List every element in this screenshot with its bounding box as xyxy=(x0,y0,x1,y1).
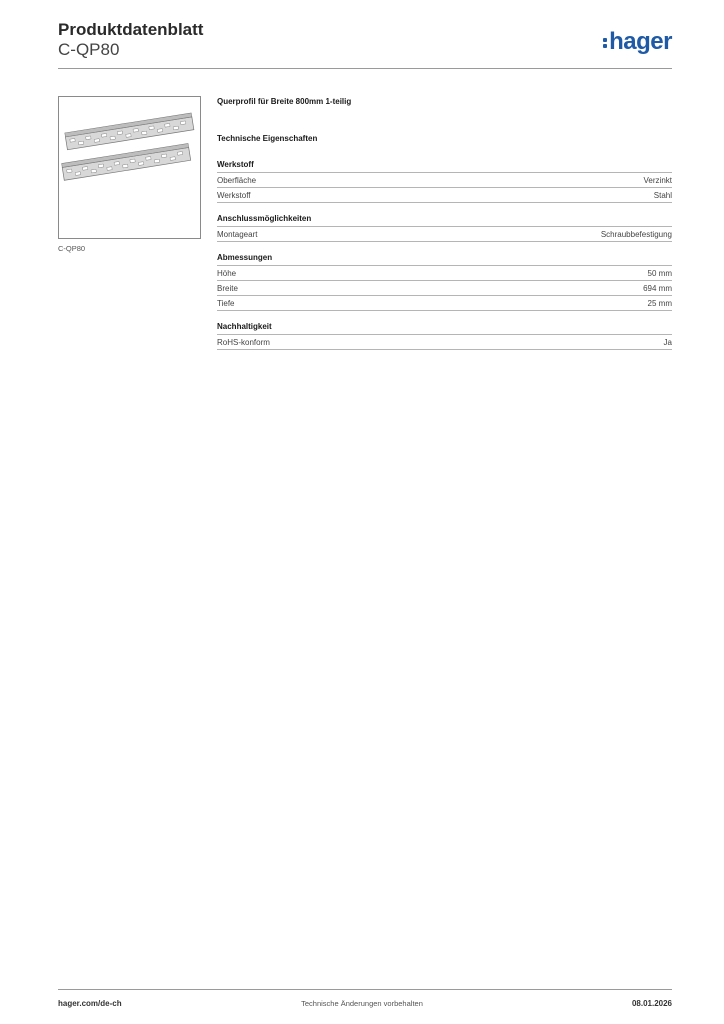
cross-profile-rails-icon xyxy=(59,97,200,238)
logo-text: hager xyxy=(609,28,672,55)
spec-label: Tiefe xyxy=(217,299,235,308)
spec-row xyxy=(217,227,672,242)
group-title: Abmessungen xyxy=(217,252,672,266)
spec-value: Ja xyxy=(663,338,672,347)
product-image xyxy=(58,96,201,239)
footer-notice: Technische Änderungen vorbehalten xyxy=(301,999,423,1008)
spec-label: Montageart xyxy=(217,230,258,239)
spec-group-nachhaltigkeit xyxy=(217,321,672,350)
spec-group-abmessungen xyxy=(217,252,672,311)
header-divider xyxy=(58,68,672,69)
spec-row xyxy=(217,173,672,188)
group-title: Anschlussmöglichkeiten xyxy=(217,213,672,227)
footer-divider xyxy=(58,989,672,990)
spec-value: Schraubbefestigung xyxy=(600,230,672,239)
spec-label: Oberfläche xyxy=(217,176,257,185)
spec-value: 25 mm xyxy=(647,299,672,308)
spec-row xyxy=(217,335,672,350)
spec-row xyxy=(217,296,672,311)
spec-value: Stahl xyxy=(653,191,672,200)
spec-label: Breite xyxy=(217,284,238,293)
product-description: Querprofil für Breite 800mm 1-teilig xyxy=(217,97,352,106)
group-title: Nachhaltigkeit xyxy=(217,321,672,335)
spec-label: Höhe xyxy=(217,269,237,278)
image-caption: C-QP80 xyxy=(58,244,86,253)
specifications xyxy=(217,96,672,360)
spec-label: Werkstoff xyxy=(217,191,251,200)
spec-value: Verzinkt xyxy=(643,176,672,185)
page-title: Produktdatenblatt xyxy=(58,20,204,39)
spec-value: 50 mm xyxy=(647,269,672,278)
spec-group-werkstoff xyxy=(217,159,672,203)
spec-row xyxy=(217,188,672,203)
group-title: Werkstoff xyxy=(217,159,672,173)
spec-group-anschluss xyxy=(217,213,672,242)
spec-label: RoHS-konform xyxy=(217,338,270,347)
spec-value: 694 mm xyxy=(643,284,672,293)
footer-website-link[interactable]: hager.com/de-ch xyxy=(58,999,122,1008)
hager-logo xyxy=(603,28,672,56)
spec-row xyxy=(217,281,672,296)
section-title: Technische Eigenschaften xyxy=(217,134,318,143)
spec-row xyxy=(217,266,672,281)
logo-dots-icon xyxy=(603,36,607,50)
product-code: C-QP80 xyxy=(58,40,120,59)
footer-date: 08.01.2026 xyxy=(631,999,672,1008)
